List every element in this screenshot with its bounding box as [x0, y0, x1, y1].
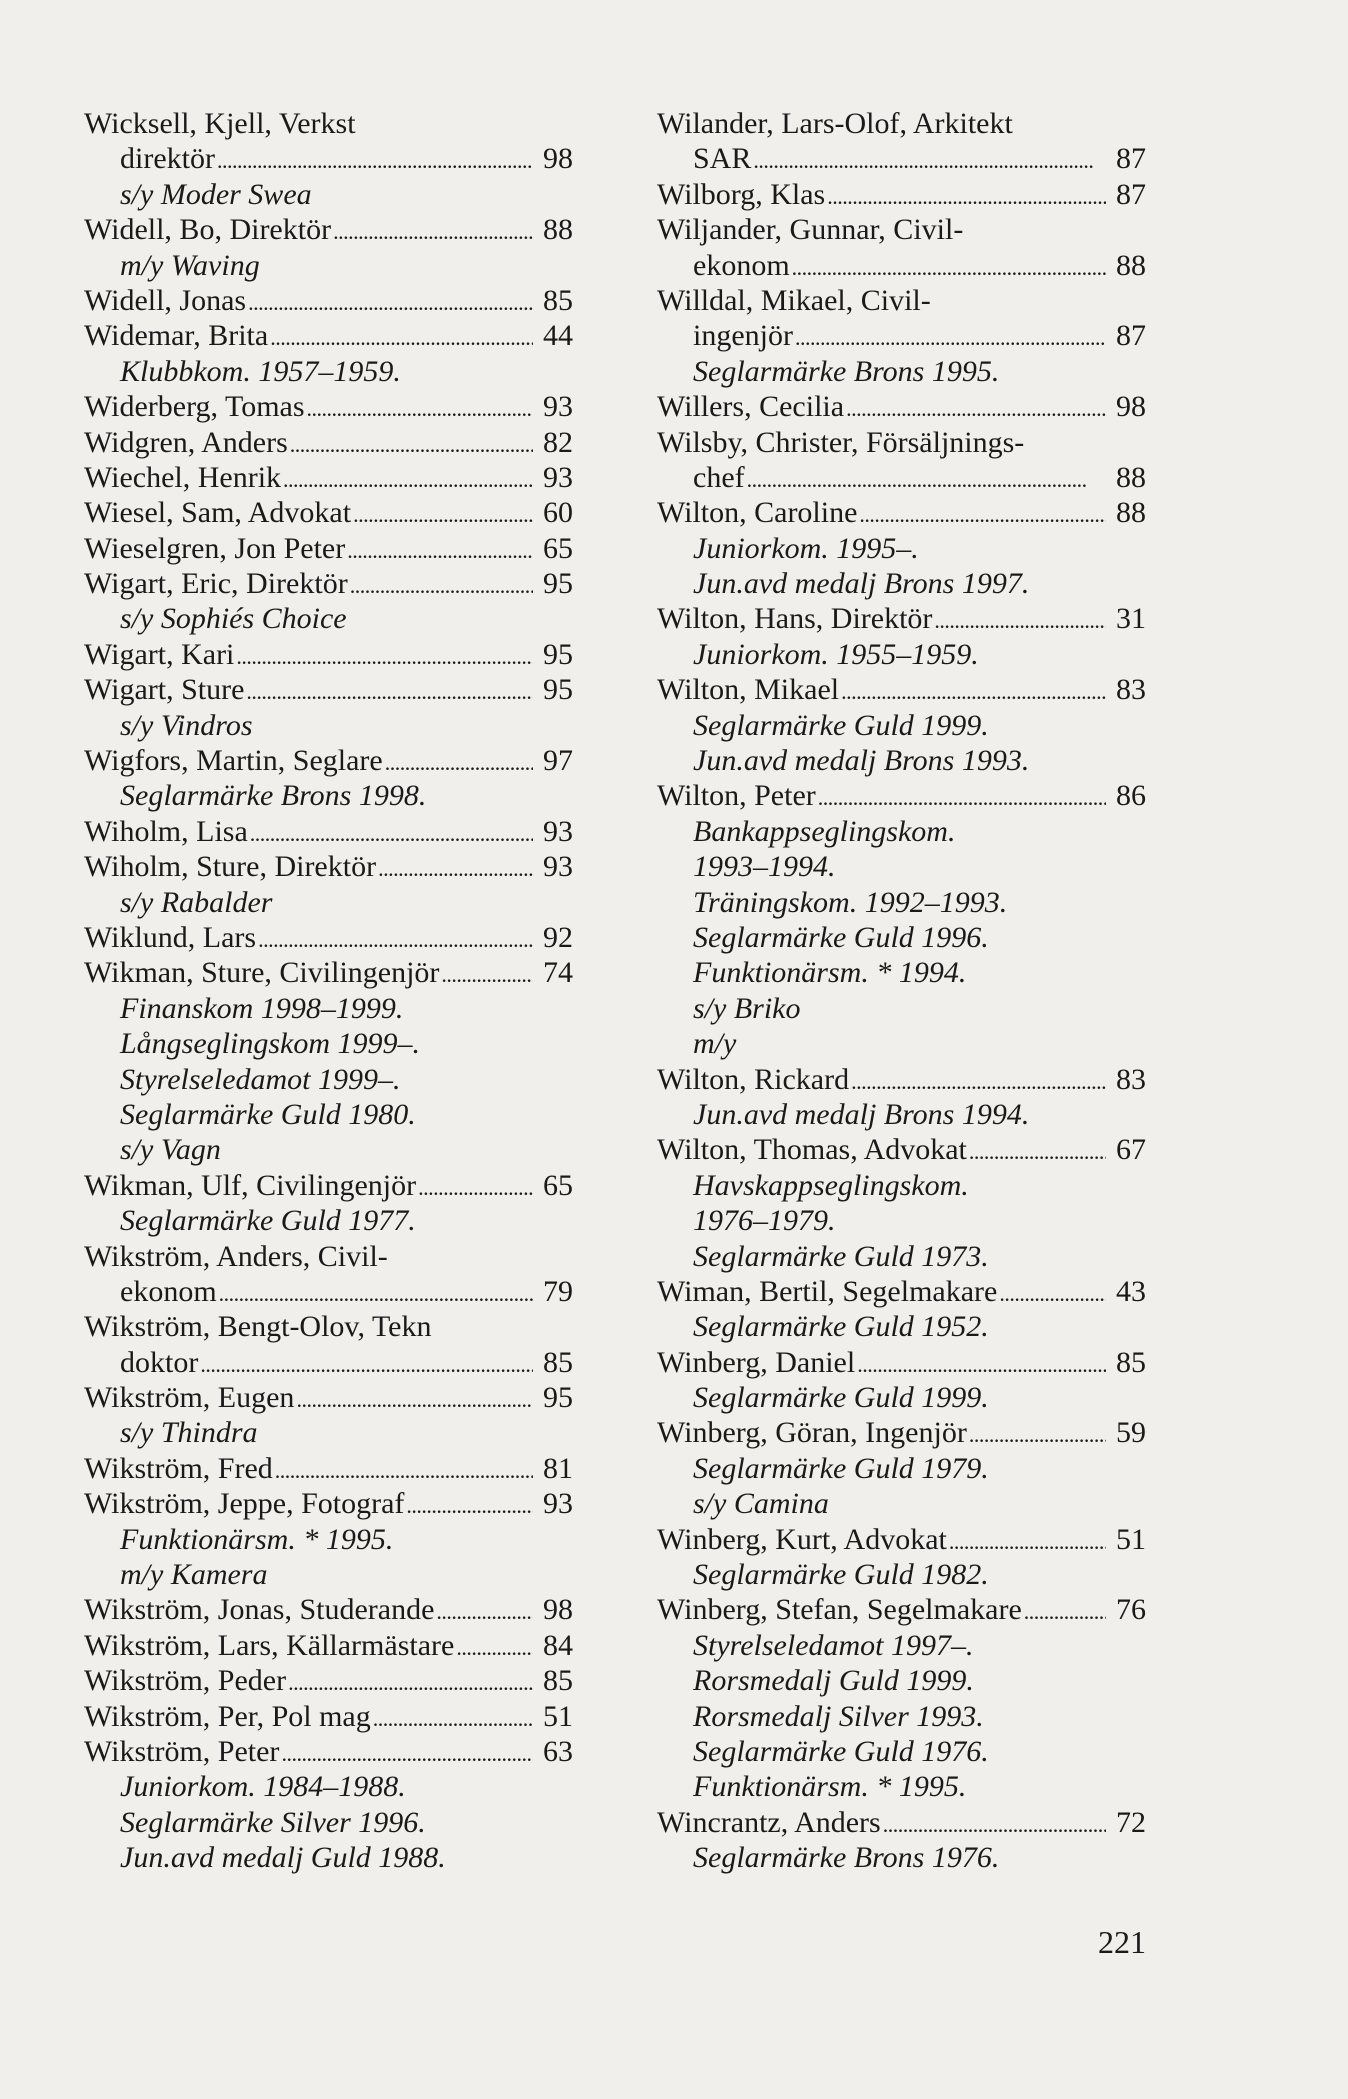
- entry-name: Wicksell, Kjell, Verkst: [84, 107, 356, 140]
- page-number: 221: [1098, 1924, 1146, 1960]
- page-ref: 43: [1116, 1274, 1146, 1308]
- index-note: [657, 1203, 1146, 1238]
- note-text: Seglarmärke Guld 1973.: [693, 1239, 989, 1273]
- dot-leader: [851, 1062, 1106, 1097]
- index-entry: [84, 814, 573, 849]
- entry-name: Wikman, Ulf, Civilingenjör: [84, 1168, 417, 1202]
- page-ref: 93: [543, 850, 573, 884]
- page-ref: 44: [543, 319, 573, 353]
- dot-leader: [969, 1415, 1106, 1450]
- page-ref: 79: [543, 1274, 573, 1308]
- note-text: Seglarmärke Brons 1976.: [693, 1841, 1000, 1875]
- dot-leader: [217, 141, 533, 176]
- dot-leader: [949, 1522, 1106, 1557]
- index-entry: [84, 460, 573, 495]
- dot-leader: [418, 1168, 533, 1203]
- index-note: [657, 1769, 1146, 1804]
- page-ref: 60: [543, 496, 573, 530]
- dot-leader: [456, 1628, 533, 1663]
- entry-name: ekonom: [120, 1274, 217, 1308]
- dot-leader: [385, 743, 533, 778]
- entry-name: direktör: [120, 142, 215, 176]
- index-note: [84, 177, 573, 212]
- note-text: Seglarmärke Guld 1999.: [693, 708, 989, 742]
- note-text: s/y Briko: [693, 991, 801, 1025]
- entry-name: ingenjör: [693, 319, 793, 353]
- page-ref: 74: [543, 956, 573, 990]
- dot-leader: [250, 814, 533, 849]
- page-ref: 83: [1116, 1062, 1146, 1096]
- dot-leader: [753, 141, 1106, 176]
- index-entry: [84, 1663, 573, 1698]
- dot-leader: [246, 672, 533, 707]
- dot-leader: [441, 955, 533, 990]
- entry-name: Winberg, Daniel: [657, 1345, 856, 1379]
- entry-name: ekonom: [693, 248, 790, 282]
- note-text: Seglarmärke Brons 1995.: [693, 354, 1000, 388]
- index-note: [657, 1840, 1146, 1875]
- dot-leader: [307, 389, 533, 424]
- page-ref: 95: [543, 1381, 573, 1415]
- entry-name: Winberg, Kurt, Advokat: [657, 1522, 947, 1556]
- note-text: Seglarmärke Silver 1996.: [120, 1805, 426, 1839]
- index-note: [84, 601, 573, 636]
- entry-name: Wikström, Bengt-Olov, Tekn: [84, 1310, 432, 1344]
- page-ref: 72: [1116, 1805, 1146, 1839]
- index-note: [84, 1097, 573, 1132]
- index-entry: [84, 283, 573, 318]
- index-entry: [84, 849, 573, 884]
- index-entry: [657, 425, 1146, 460]
- index-entry: [84, 955, 573, 990]
- index-entry: [84, 389, 573, 424]
- note-text: Bankappseglingskom.: [693, 814, 956, 848]
- index-note: [84, 1557, 573, 1592]
- index-entry: [84, 1486, 573, 1521]
- index-entry: [84, 1168, 573, 1203]
- index-note: [657, 885, 1146, 920]
- index-note: [84, 1805, 573, 1840]
- index-note: [657, 1309, 1146, 1344]
- entry-name: Wigart, Eric, Direktör: [84, 567, 348, 601]
- page-ref: 93: [543, 814, 573, 848]
- index-entry: [657, 672, 1146, 707]
- entry-name: Wikström, Jonas, Studerande: [84, 1593, 435, 1627]
- page-ref: 81: [543, 1451, 573, 1485]
- dot-leader: [747, 460, 1106, 495]
- index-note: [657, 354, 1146, 389]
- index-entry: [84, 1274, 573, 1309]
- entry-name: Wiklund, Lars: [84, 920, 257, 954]
- dot-leader: [857, 1345, 1106, 1380]
- dot-leader: [841, 672, 1106, 707]
- entry-name: Wilborg, Klas: [657, 177, 826, 211]
- note-text: Seglarmärke Guld 1977.: [120, 1204, 416, 1238]
- dot-leader: [283, 460, 533, 495]
- index-note: [84, 1415, 573, 1450]
- note-text: s/y Camina: [693, 1487, 829, 1521]
- dot-leader: [883, 1805, 1106, 1840]
- index-entry: [84, 1451, 573, 1486]
- page-ref: 93: [543, 1487, 573, 1521]
- index-note: [657, 1380, 1146, 1415]
- index-note: [84, 1840, 573, 1875]
- index-entry: [657, 495, 1146, 530]
- entry-name: Wiman, Bertil, Segelmakare: [657, 1274, 998, 1308]
- index-note: [657, 1451, 1146, 1486]
- index-column-left: [84, 106, 573, 1876]
- note-text: Seglarmärke Guld 1980.: [120, 1097, 416, 1131]
- dot-leader: [353, 495, 533, 530]
- note-text: Seglarmärke Brons 1998.: [120, 779, 427, 813]
- dot-leader: [846, 389, 1106, 424]
- entry-name: Wilton, Thomas, Advokat: [657, 1133, 967, 1167]
- note-text: s/y Moder Swea: [120, 177, 312, 211]
- entry-name: Wikström, Lars, Källarmästare: [84, 1628, 455, 1662]
- index-note: [84, 991, 573, 1026]
- index-note: [84, 1522, 573, 1557]
- index-entry: [84, 106, 573, 141]
- page-ref: 85: [543, 1664, 573, 1698]
- index-note: [657, 708, 1146, 743]
- index-entry: [84, 1699, 573, 1734]
- index-entry: [657, 460, 1146, 495]
- index-note: [657, 1699, 1146, 1734]
- index-note: [84, 1026, 573, 1061]
- index-entry: [657, 1132, 1146, 1167]
- dot-leader: [290, 425, 533, 460]
- index-note: [84, 1769, 573, 1804]
- dot-leader: [792, 248, 1106, 283]
- entry-name: Wigfors, Martin, Seglare: [84, 744, 383, 778]
- entry-name: Wilander, Lars-Olof, Arkitekt: [657, 107, 1013, 140]
- note-text: Styrelseledamot 1997–.: [693, 1628, 974, 1662]
- note-text: s/y Rabalder: [120, 885, 273, 919]
- index-note: [84, 708, 573, 743]
- dot-leader: [258, 920, 533, 955]
- note-text: m/y Waving: [120, 248, 260, 282]
- index-entry: [84, 318, 573, 353]
- note-text: Funktionärsm. * 1995.: [120, 1522, 394, 1556]
- entry-name: Wiesel, Sam, Advokat: [84, 496, 352, 530]
- page-ref: 93: [543, 390, 573, 424]
- dot-leader: [969, 1132, 1106, 1167]
- dot-leader: [436, 1592, 533, 1627]
- note-text: s/y Vagn: [120, 1133, 221, 1167]
- index-entry: [657, 318, 1146, 353]
- index-entry: [84, 425, 573, 460]
- entry-name: Wigart, Sture: [84, 673, 245, 707]
- entry-name: Wikström, Jeppe, Fotograf: [84, 1487, 405, 1521]
- note-text: 1976–1979.: [693, 1204, 836, 1238]
- page-ref: 65: [543, 531, 573, 565]
- page-ref: 88: [1116, 496, 1146, 530]
- index-entry: [657, 778, 1146, 813]
- note-text: Seglarmärke Guld 1996.: [693, 920, 989, 954]
- note-text: Jun.avd medalj Guld 1988.: [120, 1841, 446, 1875]
- entry-name: Willdal, Mikael, Civil-: [657, 283, 931, 317]
- page-ref: 92: [543, 920, 573, 954]
- page-ref: 84: [543, 1628, 573, 1662]
- index-note: [84, 885, 573, 920]
- entry-name: Wiljander, Gunnar, Civil-: [657, 213, 964, 247]
- note-text: Juniorkom. 1955–1959.: [693, 637, 979, 671]
- page-ref: 51: [1116, 1522, 1146, 1556]
- page-ref: 76: [1116, 1593, 1146, 1627]
- note-text: Jun.avd medalj Brons 1997.: [693, 567, 1030, 601]
- page-ref: 98: [543, 1593, 573, 1627]
- page-ref: 63: [543, 1734, 573, 1768]
- page-ref: 85: [543, 283, 573, 317]
- index-note: [657, 743, 1146, 778]
- dot-leader: [200, 1345, 533, 1380]
- dot-leader: [795, 318, 1106, 353]
- page-ref: 31: [1116, 602, 1146, 636]
- index-entry: [84, 1345, 573, 1380]
- dot-leader: [1024, 1592, 1106, 1627]
- entry-name: Willers, Cecilia: [657, 390, 845, 424]
- page-ref: 83: [1116, 673, 1146, 707]
- entry-name: Widemar, Brita: [84, 319, 269, 353]
- dot-leader: [333, 212, 533, 247]
- dot-leader: [378, 849, 533, 884]
- index-entry: [657, 106, 1146, 141]
- entry-name: SAR: [693, 142, 752, 176]
- entry-name: Wikström, Peter: [84, 1734, 280, 1768]
- dot-leader: [859, 495, 1106, 530]
- page-ref: 98: [1116, 390, 1146, 424]
- index-note: [657, 1097, 1146, 1132]
- index-note: [657, 1663, 1146, 1698]
- entry-name: Wiholm, Sture, Direktör: [84, 850, 377, 884]
- index-entry: [657, 283, 1146, 318]
- dot-leader: [999, 1274, 1106, 1309]
- index-entry: [84, 920, 573, 955]
- index-note: [84, 1203, 573, 1238]
- entry-name: Wikström, Peder: [84, 1664, 287, 1698]
- dot-leader: [934, 601, 1106, 636]
- index-entry: [84, 637, 573, 672]
- note-text: Havskappseglingskom.: [693, 1168, 969, 1202]
- index-note: [657, 1628, 1146, 1663]
- note-text: s/y Sophiés Choice: [120, 602, 347, 636]
- note-text: m/y Kamera: [120, 1558, 268, 1592]
- page-ref: 95: [543, 637, 573, 671]
- page-ref: 87: [1116, 177, 1146, 211]
- index-entry: [84, 1734, 573, 1769]
- note-text: Seglarmärke Guld 1982.: [693, 1558, 989, 1592]
- page-ref: 51: [543, 1699, 573, 1733]
- entry-name: Widgren, Anders: [84, 425, 288, 459]
- index-note: [657, 637, 1146, 672]
- note-text: s/y Vindros: [120, 708, 253, 742]
- page-ref: 88: [543, 213, 573, 247]
- index-entry: [84, 141, 573, 176]
- index-note: [84, 354, 573, 389]
- index-entry: [657, 1062, 1146, 1097]
- entry-name: Wikström, Anders, Civil-: [84, 1239, 388, 1273]
- index-note: [84, 1132, 573, 1167]
- index-note: [657, 849, 1146, 884]
- entry-name: Wilton, Caroline: [657, 496, 858, 530]
- entry-name: Winberg, Göran, Ingenjör: [657, 1416, 967, 1450]
- index-note: [657, 814, 1146, 849]
- entry-name: chef: [693, 460, 745, 494]
- note-text: Styrelseledamot 1999–.: [120, 1062, 401, 1096]
- index-note: [657, 1734, 1146, 1769]
- entry-name: Wieselgren, Jon Peter: [84, 531, 346, 565]
- entry-name: Wikström, Eugen: [84, 1381, 295, 1415]
- page-ref: 87: [1116, 142, 1146, 176]
- note-text: s/y Thindra: [120, 1416, 258, 1450]
- note-text: Jun.avd medalj Brons 1993.: [693, 744, 1030, 778]
- index-note: [657, 1557, 1146, 1592]
- entry-name: Wilton, Hans, Direktör: [657, 602, 933, 636]
- page-ref: 88: [1116, 460, 1146, 494]
- note-text: Rorsmedalj Guld 1999.: [693, 1664, 974, 1698]
- entry-name: Wilton, Peter: [657, 779, 816, 813]
- entry-name: Wigart, Kari: [84, 637, 235, 671]
- note-text: Seglarmärke Guld 1976.: [693, 1734, 989, 1768]
- dot-leader: [827, 177, 1106, 212]
- note-text: Funktionärsm. * 1995.: [693, 1770, 967, 1804]
- index-column-right: [657, 106, 1146, 1876]
- index-entry: [657, 1592, 1146, 1627]
- index-note: [657, 531, 1146, 566]
- index-note: [84, 1062, 573, 1097]
- entry-name: Wiholm, Lisa: [84, 814, 248, 848]
- index-entry: [657, 1274, 1146, 1309]
- index-entry: [657, 212, 1146, 247]
- note-text: Jun.avd medalj Brons 1994.: [693, 1097, 1030, 1131]
- page-ref: 82: [543, 425, 573, 459]
- index-entry: [84, 672, 573, 707]
- page-ref: 87: [1116, 319, 1146, 353]
- index-entry: [657, 1522, 1146, 1557]
- page-ref: 88: [1116, 248, 1146, 282]
- index-entry: [84, 566, 573, 601]
- index-note: [657, 920, 1146, 955]
- index-entry: [84, 1309, 573, 1344]
- note-text: Juniorkom. 1984–1988.: [120, 1770, 406, 1804]
- page-ref: 86: [1116, 779, 1146, 813]
- page-ref: 93: [543, 460, 573, 494]
- index-note: [84, 778, 573, 813]
- note-text: Seglarmärke Guld 1979.: [693, 1451, 989, 1485]
- index-note: [657, 1486, 1146, 1521]
- index-entry: [84, 1592, 573, 1627]
- entry-name: Widell, Jonas: [84, 283, 247, 317]
- entry-name: Widell, Bo, Direktör: [84, 213, 332, 247]
- entry-name: Wilton, Rickard: [657, 1062, 850, 1096]
- index-note: [657, 1026, 1146, 1061]
- index-note: [657, 955, 1146, 990]
- note-text: m/y: [693, 1027, 737, 1061]
- index-entry: [657, 141, 1146, 176]
- dot-leader: [219, 1274, 533, 1309]
- page-ref: 98: [543, 142, 573, 176]
- dot-leader: [236, 637, 533, 672]
- dot-leader: [818, 778, 1106, 813]
- entry-name: Wilton, Mikael: [657, 673, 840, 707]
- page-ref: 95: [543, 673, 573, 707]
- entry-name: Wikström, Per, Pol mag: [84, 1699, 371, 1733]
- page-ref: 85: [1116, 1345, 1146, 1379]
- dot-leader: [406, 1486, 533, 1521]
- page-ref: 97: [543, 744, 573, 778]
- index-note: [657, 566, 1146, 601]
- note-text: Seglarmärke Guld 1999.: [693, 1381, 989, 1415]
- index-note: [84, 248, 573, 283]
- dot-leader: [270, 318, 533, 353]
- entry-name: Widerberg, Tomas: [84, 390, 305, 424]
- index-entry: [657, 601, 1146, 636]
- dot-leader: [248, 283, 533, 318]
- dot-leader: [288, 1663, 533, 1698]
- index-note: [657, 991, 1146, 1026]
- index-entry: [657, 248, 1146, 283]
- page-ref: 65: [543, 1168, 573, 1202]
- note-text: Finanskom 1998–1999.: [120, 991, 404, 1025]
- index-entry: [657, 1415, 1146, 1450]
- index-entry: [84, 743, 573, 778]
- index-entry: [657, 1345, 1146, 1380]
- note-text: Funktionärsm. * 1994.: [693, 956, 967, 990]
- dot-leader: [350, 566, 533, 601]
- index-entry: [84, 531, 573, 566]
- index-note: [657, 1239, 1146, 1274]
- note-text: 1993–1994.: [693, 850, 836, 884]
- dot-leader: [373, 1699, 533, 1734]
- index-note: [657, 1168, 1146, 1203]
- page-ref: 67: [1116, 1133, 1146, 1167]
- note-text: Juniorkom. 1995–.: [693, 531, 919, 565]
- note-text: Seglarmärke Guld 1952.: [693, 1310, 989, 1344]
- note-text: Träningskom. 1992–1993.: [693, 885, 1008, 919]
- index-entry: [84, 212, 573, 247]
- dot-leader: [281, 1734, 533, 1769]
- index-entry: [657, 1805, 1146, 1840]
- note-text: Klubbkom. 1957–1959.: [120, 354, 401, 388]
- dot-leader: [347, 531, 533, 566]
- entry-name: Winberg, Stefan, Segelmakare: [657, 1593, 1022, 1627]
- entry-name: Wiechel, Henrik: [84, 460, 282, 494]
- page-ref: 59: [1116, 1416, 1146, 1450]
- entry-name: Wincrantz, Anders: [657, 1805, 881, 1839]
- index-entry: [657, 177, 1146, 212]
- entry-name: Wilsby, Christer, Försäljnings-: [657, 425, 1025, 459]
- note-text: Rorsmedalj Silver 1993.: [693, 1699, 984, 1733]
- index-entry: [84, 1380, 573, 1415]
- index-entry: [84, 1239, 573, 1274]
- page-ref: 95: [543, 567, 573, 601]
- dot-leader: [296, 1380, 533, 1415]
- entry-name: Wikström, Fred: [84, 1451, 273, 1485]
- note-text: Långseglingskom 1999–.: [120, 1027, 420, 1061]
- entry-name: Wikman, Sture, Civilingenjör: [84, 956, 440, 990]
- page-ref: 85: [543, 1345, 573, 1379]
- dot-leader: [275, 1451, 533, 1486]
- index-entry: [657, 389, 1146, 424]
- index-entry: [84, 1628, 573, 1663]
- entry-name: doktor: [120, 1345, 199, 1379]
- index-entry: [84, 495, 573, 530]
